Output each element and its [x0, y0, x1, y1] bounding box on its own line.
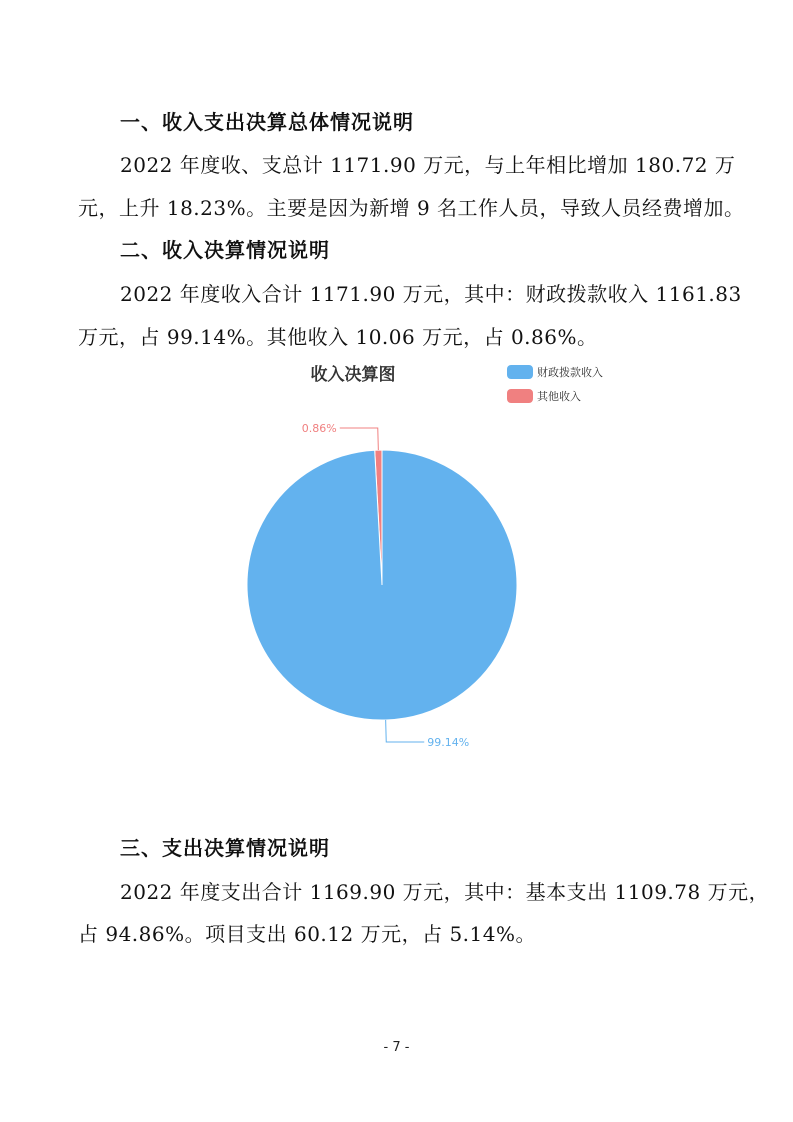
income-pie-chart — [230, 355, 650, 755]
section-2-text-line-1: 2022 年度收入合计 1171.90 万元，其中：财政拨款收入 1161.83 — [120, 282, 742, 306]
section-3-text-line-1: 2022 年度支出合计 1169.90 万元，其中：基本支出 1109.78 万元， — [120, 880, 770, 904]
section-2-heading: 二、收入决算情况说明 — [120, 238, 330, 262]
legend-label-fiscal: 财政拨款收入 — [537, 366, 603, 379]
section-1-heading: 一、收入支出决算总体情况说明 — [120, 110, 414, 134]
section-3-heading: 三、支出决算情况说明 — [120, 836, 330, 860]
section-1-text-line-2: 元，上升 18.23%。主要是因为新增 9 名工作人员，导致人员经费增加。 — [78, 196, 745, 220]
pie-label-line-0 — [386, 720, 425, 742]
pie-label-1: 0.86% — [301, 422, 337, 436]
chart-title: 收入决算图 — [310, 365, 396, 385]
legend-swatch-other — [507, 389, 533, 403]
section-1-text-line-1: 2022 年度收、支总计 1171.90 万元，与上年相比增加 180.72 万 — [120, 153, 736, 177]
pie-slice-0 — [247, 450, 517, 720]
pie-label-0: 99.14% — [427, 735, 470, 749]
page-number: - 7 - — [383, 1040, 410, 1055]
legend-label-other: 其他收入 — [537, 390, 581, 403]
legend-swatch-fiscal — [507, 365, 533, 379]
section-2-text-line-2: 万元，占 99.14%。其他收入 10.06 万元，占 0.86%。 — [78, 325, 598, 349]
pie-label-line-1 — [340, 428, 379, 450]
section-3-text-line-2: 占 94.86%。项目支出 60.12 万元，占 5.14%。 — [78, 922, 536, 946]
